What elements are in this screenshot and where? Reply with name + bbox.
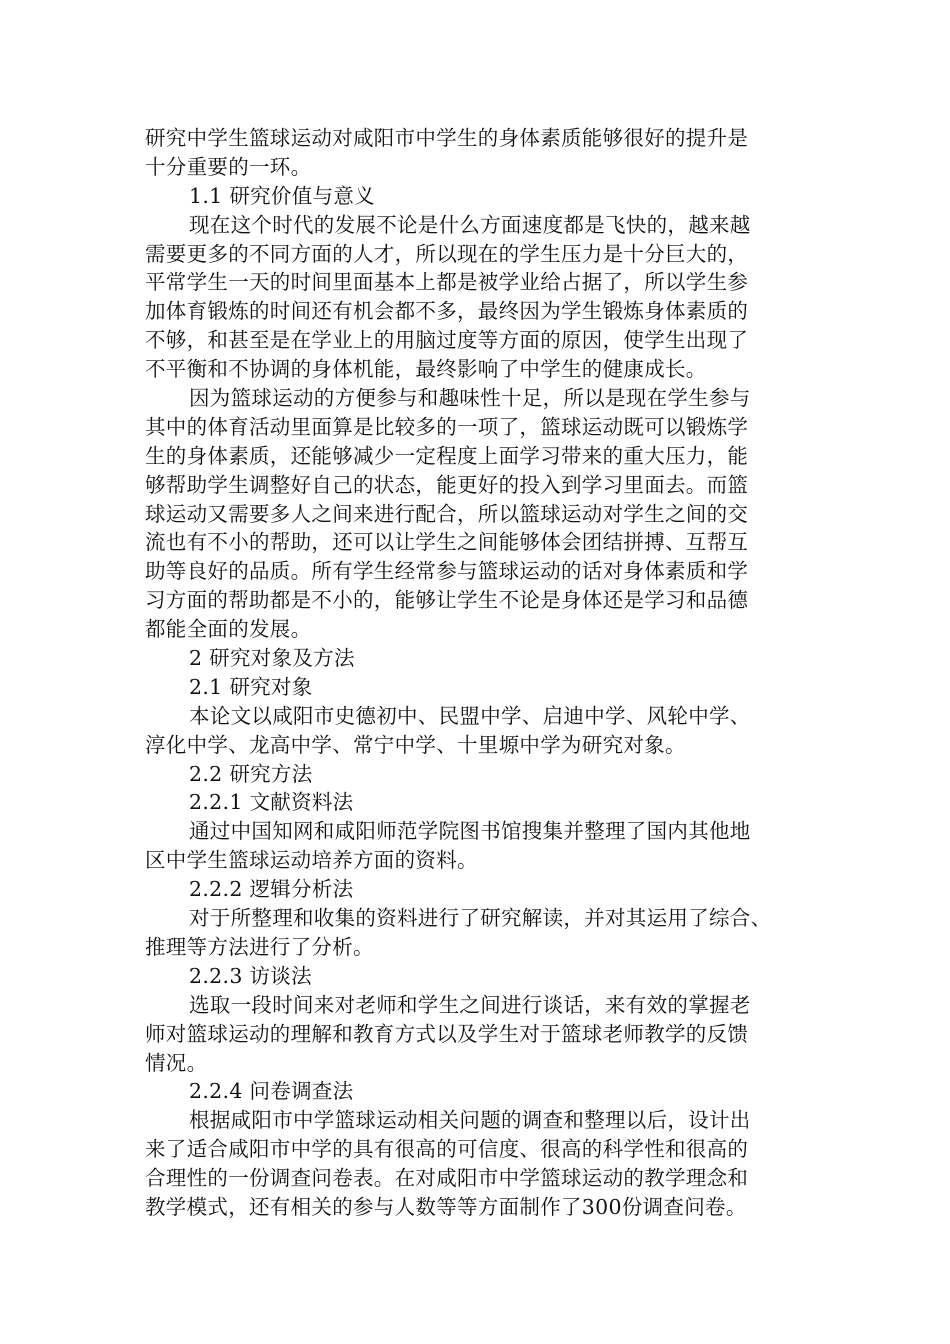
text-line: 合理性的一份调查问卷表。在对咸阳市中学篮球运动的教学理念和 (145, 1166, 749, 1191)
text-line: 2.2.4 问卷调查法 (189, 1079, 354, 1104)
text-line: 2.1 研究对象 (189, 674, 313, 699)
text-line: 不平衡和不协调的身体机能，最终影响了中学生的健康成长。 (145, 357, 707, 382)
text-line: 球运动又需要多人之间来进行配合，所以篮球运动对学生之间的交 (145, 501, 749, 526)
text-line: 研究中学生篮球运动对咸阳市中学生的身体素质能够很好的提升是 (145, 126, 749, 150)
text-line: 推理等方法进行了分析。 (145, 934, 374, 959)
text-line: 根据咸阳市中学篮球运动相关问题的调查和整理以后，设计出 (189, 1108, 751, 1133)
document-body (145, 124, 805, 1222)
text-line: 十分重要的一环。 (145, 154, 312, 179)
text-line: 现在这个时代的发展不论是什么方面速度都是飞快的，越来越 (189, 212, 751, 237)
text-line: 生的身体素质，还能够减少一定程度上面学习带来的重大压力，能 (145, 443, 749, 468)
text-line: 情况。 (145, 1050, 208, 1075)
text-line: 对于所整理和收集的资料进行了研究解读，并对其运用了综合、 (189, 906, 772, 931)
text-line: 2.2.3 访谈法 (189, 963, 312, 988)
text-line: 需要更多的不同方面的人才，所以现在的学生压力是十分巨大的， (145, 241, 749, 266)
text-line: 2.2.1 文献资料法 (189, 790, 354, 815)
text-line: 通过中国知网和咸阳师范学院图书馆搜集并整理了国内其他地 (189, 819, 751, 844)
text-line: 其中的体育活动里面算是比较多的一项了，篮球运动既可以锻炼学 (145, 414, 749, 439)
text-line: 加体育锻炼的时间还有机会都不多，最终因为学生锻炼身体素质的 (145, 299, 749, 324)
text-line: 师对篮球运动的理解和教育方式以及学生对于篮球老师教学的反馈 (145, 1021, 749, 1046)
text-line: 淳化中学、龙高中学、常宁中学、十里塬中学为研究对象。 (145, 732, 686, 757)
text-line: 来了适合咸阳市中学的具有很高的可信度、很高的科学性和很高的 (145, 1137, 749, 1162)
text-line: 教学模式，还有相关的参与人数等等方面制作了300份调查问卷。 (145, 1194, 747, 1219)
text-line: 平常学生一天的时间里面基本上都是被学业给占据了，所以学生参 (145, 270, 749, 295)
text-line: 不够，和甚至是在学业上的用脑过度等方面的原因，使学生出现了 (145, 328, 749, 353)
text-line: 习方面的帮助都是不小的，能够让学生不论是身体还是学习和品德 (145, 588, 749, 613)
text-line: 2 研究对象及方法 (189, 646, 355, 671)
text-line: 助等良好的品质。所有学生经常参与篮球运动的话对身体素质和学 (145, 559, 749, 584)
text-line: 选取一段时间来对老师和学生之间进行谈话，来有效的掌握老 (189, 992, 751, 1017)
text-line: 流也有不小的帮助，还可以让学生之间能够体会团结拼搏、互帮互 (145, 530, 749, 555)
text-line: 2.2.2 逻辑分析法 (189, 877, 354, 902)
text-line: 因为篮球运动的方便参与和趣味性十足，所以是现在学生参与 (189, 386, 751, 411)
text-line: 本论文以咸阳市史德初中、民盟中学、启迪中学、风轮中学、 (189, 703, 751, 728)
text-line: 区中学生篮球运动培养方面的资料。 (145, 848, 478, 873)
text-line: 1.1 研究价值与意义 (189, 183, 375, 208)
text-line: 2.2 研究方法 (189, 761, 313, 786)
text-line: 都能全面的发展。 (145, 617, 312, 642)
text-line: 够帮助学生调整好自己的状态，能更好的投入到学习里面去。而篮 (145, 472, 749, 497)
